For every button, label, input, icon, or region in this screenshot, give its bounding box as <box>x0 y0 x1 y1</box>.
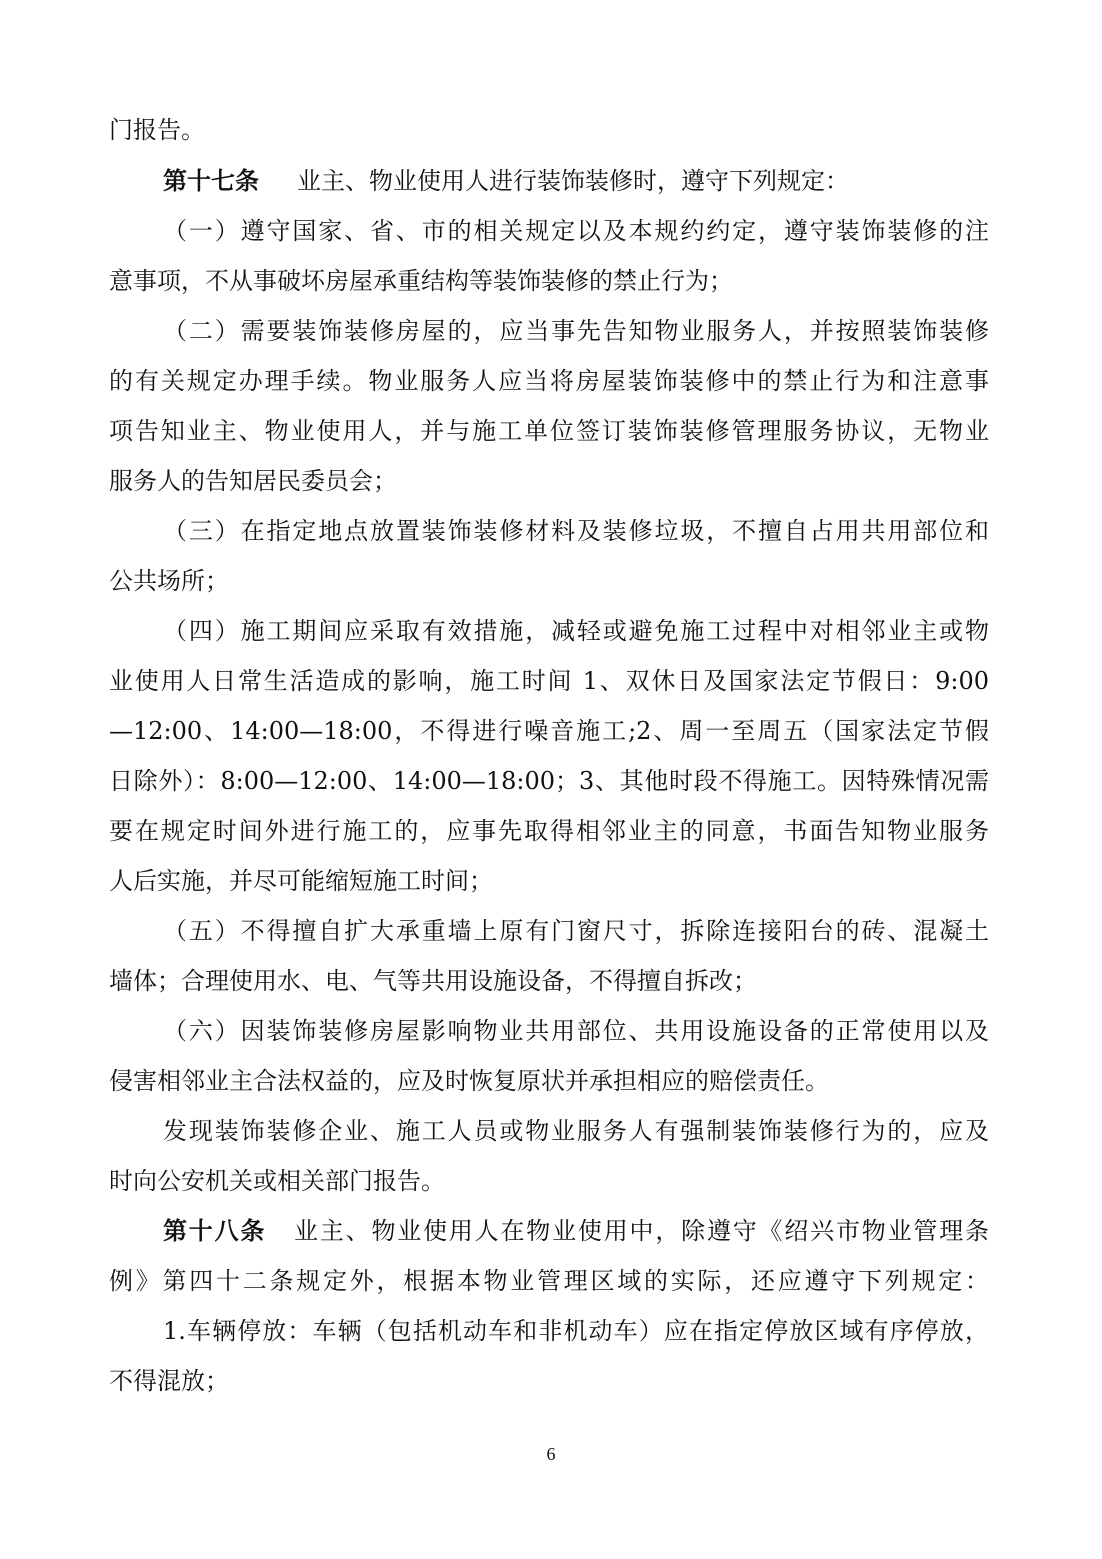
text-line: （四）施工期间应采取有效措施，减轻或避免施工过程中对相邻业主或物 <box>163 617 989 645</box>
text-line: 服务人的告知居民委员会； <box>109 467 397 495</box>
text-line: 的有关规定办理手续。物业服务人应当将房屋装饰装修中的禁止行为和注意事 <box>109 367 989 395</box>
text-line: —12:00、14:00—18:00，不得进行噪音施工;2、周一至周五（国家法定节假 <box>109 717 989 745</box>
text-line: 例》第四十二条规定外，根据本物业管理区域的实际，还应遵守下列规定： <box>109 1267 989 1295</box>
text-line: 日除外）：8:00—12:00、14:00—18:00；3、其他时段不得施工。因特殊情况需 <box>109 767 989 795</box>
article-18-label: 第十八条 <box>163 1216 267 1245</box>
page-number: 6 <box>546 1444 556 1464</box>
text-line: 项告知业主、物业使用人，并与施工单位签订装饰装修管理服务协议，无物业 <box>109 417 989 445</box>
text-line: 时向公安机关或相关部门报告。 <box>109 1167 445 1195</box>
article-18-intro: 业主、物业使用人在物业使用中，除遵守《绍兴市物业管理条 <box>292 1217 989 1245</box>
text-line: （二）需要装饰装修房屋的，应当事先告知物业服务人，并按照装饰装修 <box>163 317 989 345</box>
text-line: 墙体；合理使用水、电、气等共用设施设备，不得擅自拆改； <box>109 967 757 995</box>
text-line: 发现装饰装修企业、施工人员或物业服务人有强制装饰装修行为的，应及 <box>163 1117 989 1145</box>
text-line: 不得混放； <box>109 1367 229 1395</box>
text-line: （三）在指定地点放置装饰装修材料及装修垃圾，不擅自占用共用部位和 <box>163 517 989 545</box>
text-line: 业使用人日常生活造成的影响，施工时间 1、双休日及国家法定节假日：9:00 <box>109 667 989 695</box>
article-17-label: 第十七条 <box>163 166 259 195</box>
article-18-heading <box>163 1213 989 1249</box>
text-line: （六）因装饰装修房屋影响物业共用部位、共用设施设备的正常使用以及 <box>163 1017 989 1045</box>
text-line: 人后实施，并尽可能缩短施工时间； <box>109 867 493 895</box>
text-line: （五）不得擅自扩大承重墙上原有门窗尺寸，拆除连接阳台的砖、混凝土 <box>163 917 989 945</box>
text-line: （一）遵守国家、省、市的相关规定以及本规约约定，遵守装饰装修的注 <box>163 217 989 245</box>
text-line: 意事项，不从事破坏房屋承重结构等装饰装修的禁止行为； <box>109 267 733 295</box>
text-line: 1.车辆停放：车辆（包括机动车和非机动车）应在指定停放区域有序停放， <box>163 1317 989 1345</box>
text-line: 要在规定时间外进行施工的，应事先取得相邻业主的同意，书面告知物业服务 <box>109 817 989 845</box>
text-line: 门报告。 <box>109 116 205 144</box>
article-17-heading <box>163 163 989 199</box>
text-line: 侵害相邻业主合法权益的，应及时恢复原状并承担相应的赔偿责任。 <box>109 1067 829 1095</box>
article-17-intro: 业主、物业使用人进行装饰装修时，遵守下列规定： <box>297 167 849 195</box>
text-line: 公共场所； <box>109 567 229 595</box>
